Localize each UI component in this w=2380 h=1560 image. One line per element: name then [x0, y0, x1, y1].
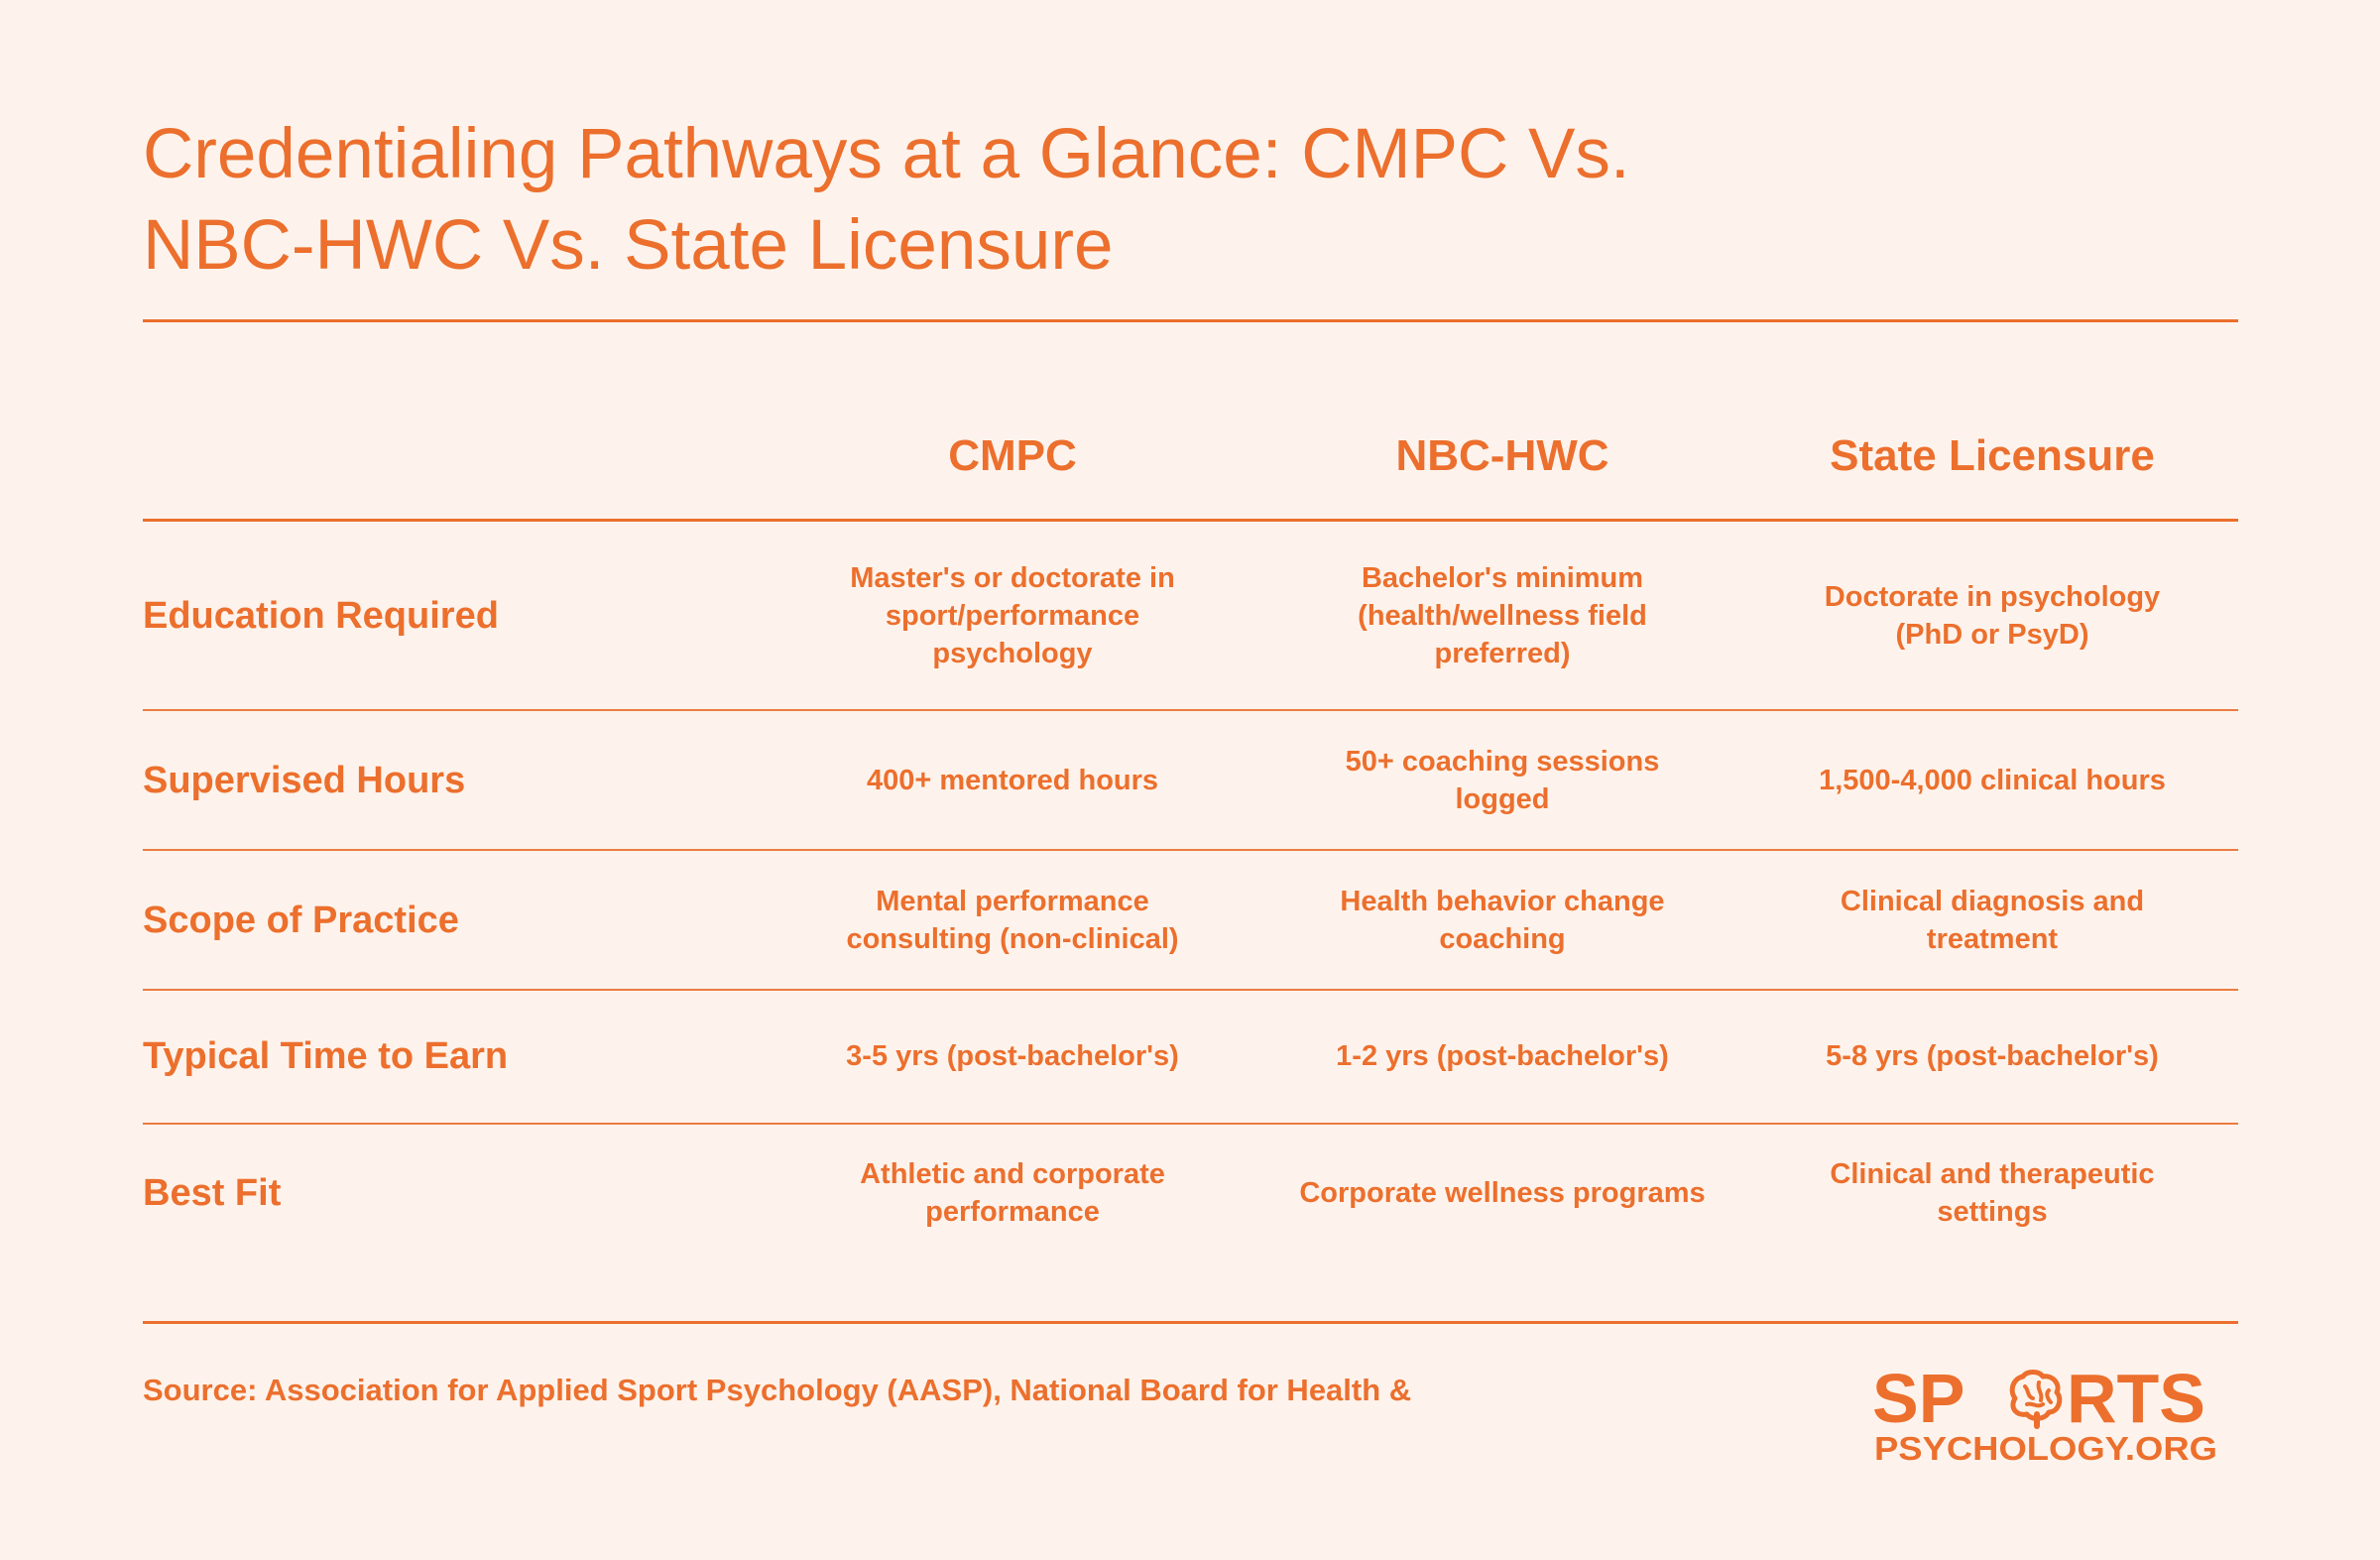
table-cell: [1784, 1037, 2201, 1075]
title-divider: [143, 319, 2238, 322]
cell-line: 1,500-4,000 clinical hours: [1819, 765, 2166, 796]
table-cell: [804, 1155, 1221, 1231]
row-divider: [143, 849, 2238, 851]
row-label-scope-of-practice: Scope of Practice: [143, 900, 459, 941]
cell-line: 3-5 yrs (post-bachelor's): [846, 1040, 1179, 1072]
column-header-cmpc: CMPC: [948, 431, 1077, 480]
table-cell: [1784, 762, 2201, 799]
cell-line: consulting (non-clinical): [846, 923, 1179, 955]
table-cell: [804, 559, 1221, 672]
cell-line: (PhD or PsyD): [1895, 619, 2089, 651]
cell-line: Doctorate in psychology: [1824, 581, 2161, 613]
table-cell: [1294, 1037, 1711, 1075]
cell-line: performance: [925, 1196, 1100, 1228]
cell-line: Master's or doctorate in: [850, 562, 1175, 594]
page-title: [143, 109, 2027, 292]
title-line-1: Credentialing Pathways at a Glance: CMPC Vs.: [143, 115, 1630, 193]
cell-line: (health/wellness field: [1358, 600, 1647, 632]
table-cell: [1294, 743, 1711, 818]
logo-domain: PSYCHOLOGY.ORG: [1874, 1430, 2217, 1467]
row-label-time-to-earn: Typical Time to Earn: [143, 1035, 509, 1077]
header-divider: [143, 519, 2238, 522]
row-divider: [143, 1123, 2238, 1125]
cell-line: 400+ mentored hours: [866, 765, 1159, 796]
table-cell: [804, 883, 1221, 958]
cell-line: preferred): [1434, 638, 1571, 669]
row-label-education: Education Required: [143, 595, 499, 637]
table-cell: [1294, 559, 1711, 672]
table-cell: [1784, 578, 2201, 654]
cell-line: psychology: [932, 638, 1093, 669]
sportspsychology-logo: [1868, 1361, 2235, 1470]
cell-line: 50+ coaching sessions: [1345, 746, 1660, 778]
cell-line: 1-2 yrs (post-bachelor's): [1336, 1040, 1669, 1072]
cell-line: treatment: [1926, 923, 2059, 955]
cell-line: Health behavior change: [1340, 886, 1665, 917]
column-header-state-licensure: State Licensure: [1830, 431, 2155, 480]
brain-icon: [2012, 1373, 2060, 1427]
logo-word-end: RTS: [2067, 1361, 2205, 1437]
source-citation: Source: Association for Applied Sport Psychology (AASP), National Board for Health &: [143, 1373, 1412, 1407]
cell-line: Bachelor's minimum: [1361, 562, 1644, 594]
table-cell: [1784, 1155, 2201, 1231]
cell-line: 5-8 yrs (post-bachelor's): [1826, 1040, 2159, 1072]
row-divider: [143, 709, 2238, 711]
row-label-supervised-hours: Supervised Hours: [143, 760, 466, 801]
cell-line: sport/performance: [885, 600, 1140, 632]
cell-line: logged: [1455, 783, 1550, 815]
comparison-infographic: [143, 0, 2238, 1560]
cell-line: Corporate wellness programs: [1299, 1177, 1706, 1209]
row-label-best-fit: Best Fit: [143, 1172, 282, 1214]
table-cell: [1294, 883, 1711, 958]
cell-line: settings: [1937, 1196, 2048, 1228]
table-cell: [804, 1037, 1221, 1075]
row-divider: [143, 989, 2238, 991]
table-cell: [1294, 1174, 1711, 1212]
footer-divider: [143, 1321, 2238, 1324]
cell-line: Clinical diagnosis and: [1840, 886, 2145, 917]
cell-line: coaching: [1439, 923, 1566, 955]
logo-word-start: SP: [1872, 1361, 1965, 1437]
table-cell: [1784, 883, 2201, 958]
cell-line: Athletic and corporate: [860, 1158, 1165, 1190]
title-line-2: NBC-HWC Vs. State Licensure: [143, 206, 1114, 285]
column-header-nbc-hwc: NBC-HWC: [1395, 431, 1609, 480]
table-cell: [804, 762, 1221, 799]
cell-line: Clinical and therapeutic: [1830, 1158, 2155, 1190]
cell-line: Mental performance: [876, 886, 1149, 917]
